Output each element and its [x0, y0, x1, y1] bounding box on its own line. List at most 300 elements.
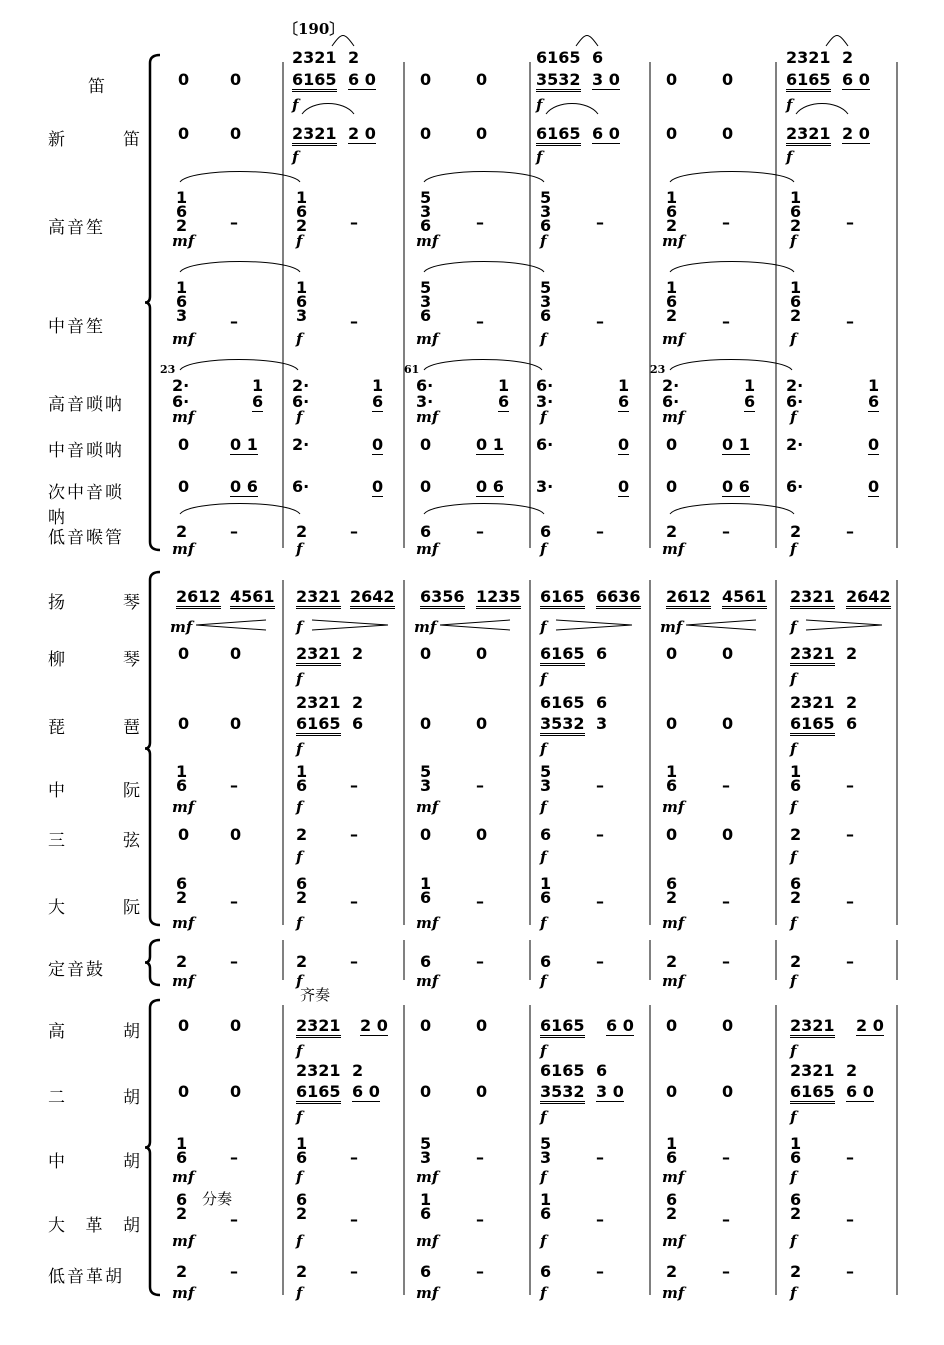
note-cell: 1235 [476, 589, 521, 609]
dash: – [722, 522, 730, 541]
note-cell: 2321 [786, 48, 831, 67]
note-cell: 1 [498, 376, 510, 395]
instrument-label-char: 柳 [48, 650, 65, 670]
note-cell: 3· [536, 477, 554, 496]
dynamic-mark: f [540, 1284, 547, 1302]
chord-note: 6 [666, 202, 678, 221]
note-cell: 2 [352, 644, 364, 663]
dash: – [350, 1148, 358, 1167]
note-cell: 2321 [790, 1061, 835, 1080]
chord-note: 1 [296, 188, 308, 207]
dynamic-mark: f [540, 914, 547, 932]
chord-note: 6 [176, 202, 188, 221]
note-cell: 6636 [596, 589, 641, 609]
note-cell: 6165 [296, 716, 341, 736]
note-cell: 4561 [722, 589, 767, 609]
note-cell: 3· [416, 392, 434, 411]
dynamic-mark: f [296, 232, 303, 250]
chord-note: 1 [666, 762, 678, 781]
dynamic-mark: f [790, 914, 797, 932]
tie-slur [670, 504, 794, 515]
chord-note: 3 [420, 202, 432, 221]
dim-hairpin [806, 620, 882, 625]
instrument-label-char: 胡 [123, 1088, 140, 1108]
dash: – [476, 776, 484, 795]
note-cell: 0 [178, 714, 190, 733]
chord-note: 1 [666, 278, 678, 297]
note-cell: 0 [666, 435, 678, 454]
instrument-label [48, 1211, 140, 1236]
dynamic-mark: f [790, 330, 797, 348]
instrument-label [48, 588, 140, 613]
instrument-label-char: 胡 [123, 1152, 140, 1172]
note-cell: 2 0 [842, 124, 870, 143]
note-cell: 2321 [296, 1018, 341, 1038]
dash: – [596, 1262, 604, 1281]
dash: – [722, 312, 730, 331]
chord-note: 6 [176, 1148, 188, 1167]
instrument-label-char: 三 [48, 831, 65, 851]
dash: – [596, 892, 604, 911]
dynamic-mark: f [540, 740, 547, 758]
note-cell: 0 [666, 825, 678, 844]
dynamic-mark: f [790, 408, 797, 426]
dash: – [846, 522, 854, 541]
tie-slur [180, 172, 300, 183]
note-cell: 0 [618, 477, 630, 496]
note-cell: 0 [230, 124, 242, 143]
tie-slur [546, 104, 598, 115]
chord-note: 6 [296, 874, 308, 893]
note-cell: 0 6 [476, 477, 504, 496]
dash: – [846, 312, 854, 331]
note-cell: 2· [786, 376, 804, 395]
dash: – [846, 892, 854, 911]
dash: – [350, 522, 358, 541]
tie-slur [302, 104, 354, 115]
dynamic-mark: f [296, 972, 303, 990]
dash: – [350, 892, 358, 911]
chord-note: 6 [420, 1204, 432, 1223]
dynamic-mark: f [540, 408, 547, 426]
dynamic-mark: f [540, 1232, 547, 1250]
group-bracket [145, 55, 160, 550]
note-cell: 6165 [292, 72, 337, 92]
chord-note: 6 [666, 874, 678, 893]
dash: – [846, 1262, 854, 1281]
dynamic-mark: mf [416, 232, 439, 250]
note-cell: 2 [666, 522, 678, 541]
chord-note: 2 [296, 1204, 308, 1223]
dynamic-mark: mf [662, 408, 685, 426]
instrument-label [48, 1017, 140, 1042]
chord-note: 2 [666, 306, 678, 325]
note-cell: 0 [420, 1082, 432, 1101]
dynamic-mark: mf [416, 330, 439, 348]
chord-note: 6 [790, 292, 802, 311]
note-cell: 0 [476, 1082, 488, 1101]
note-cell: 0 [868, 435, 880, 454]
note-cell: 2321 [296, 646, 341, 666]
cresc-hairpin [686, 620, 756, 625]
note-cell: 2 [790, 1262, 802, 1281]
note-cell: 0 [666, 70, 678, 89]
chord-note: 5 [540, 278, 552, 297]
chord-note: 6 [540, 1204, 552, 1223]
chord-note: 3 [540, 202, 552, 221]
instrument-label-char: 弦 [123, 831, 140, 851]
dim-hairpin [312, 625, 388, 630]
dynamic-mark: f [540, 670, 547, 688]
note-cell: 3532 [536, 72, 581, 92]
note-cell: 3· [536, 392, 554, 411]
dash: – [596, 825, 604, 844]
dynamic-mark: mf [662, 1232, 685, 1250]
dynamic-mark: f [296, 1042, 303, 1060]
note-cell: 0 [666, 644, 678, 663]
note-cell: 6 [540, 825, 552, 844]
dash: – [722, 1210, 730, 1229]
dynamic-mark: f [536, 96, 543, 114]
chord-note: 1 [176, 1134, 188, 1153]
dynamic-mark: f [296, 408, 303, 426]
note-cell: 2 [790, 952, 802, 971]
note-cell: 0 [420, 124, 432, 143]
dynamic-mark: mf [172, 232, 195, 250]
chord-note: 5 [420, 278, 432, 297]
chord-note: 1 [420, 874, 432, 893]
note-cell: 6 [618, 392, 630, 411]
dynamic-mark: f [790, 1232, 797, 1250]
note-cell: 0 [230, 825, 242, 844]
dash: – [846, 776, 854, 795]
instrument-label [48, 1083, 140, 1108]
dynamic-mark: mf [172, 408, 195, 426]
note-cell: 6 0 [592, 124, 620, 143]
tie-slur [180, 504, 300, 515]
instrument-label-char: 新 [48, 130, 65, 150]
chord-note: 2 [176, 216, 188, 235]
dynamic-mark: f [296, 848, 303, 866]
note-cell: 6165 [296, 1084, 341, 1104]
dash: – [230, 1262, 238, 1281]
note-cell: 6 [498, 392, 510, 411]
dynamic-mark: f [540, 540, 547, 558]
note-cell: 6356 [420, 589, 465, 609]
chord-note: 5 [540, 1134, 552, 1153]
tie-slur [796, 104, 848, 115]
dash: – [846, 825, 854, 844]
note-cell: 1 [252, 376, 264, 395]
note-cell: 2 [666, 952, 678, 971]
note-cell: 6 [596, 693, 608, 712]
note-cell: 2321 [786, 126, 831, 146]
dash: – [230, 312, 238, 331]
chord-note: 2 [296, 216, 308, 235]
instrument-label: 中音唢呐 [48, 441, 124, 461]
chord-note: 6 [176, 776, 188, 795]
note-cell: 6165 [540, 693, 585, 712]
dynamic-mark: f [540, 1168, 547, 1186]
dash: – [596, 776, 604, 795]
cresc-hairpin [196, 620, 266, 625]
dynamic-mark: mf [416, 408, 439, 426]
chord-note: 6 [790, 874, 802, 893]
note-cell: 0 [420, 644, 432, 663]
note-cell: 0 [420, 435, 432, 454]
note-cell: 6 [540, 522, 552, 541]
tie-slur [424, 172, 544, 183]
note-cell: 6 [596, 1061, 608, 1080]
instrument-label-char: 二 [48, 1088, 65, 1108]
note-cell: 0 [230, 70, 242, 89]
chord-note: 6 [296, 202, 308, 221]
dash: – [596, 522, 604, 541]
dynamic-mark: mf [172, 1232, 195, 1250]
note-cell: 0 1 [722, 435, 750, 454]
instrument-label-char: 琵 [48, 718, 65, 738]
dash: – [350, 952, 358, 971]
note-cell: 0 [666, 1016, 678, 1035]
note-cell: 0 [476, 644, 488, 663]
note-cell: 0 [722, 124, 734, 143]
note-cell: 0 [722, 825, 734, 844]
dynamic-mark: f [790, 848, 797, 866]
chord-note: 2 [790, 216, 802, 235]
dynamic-mark: f [786, 96, 793, 114]
note-cell: 2321 [790, 646, 835, 666]
chord-note: 6 [420, 888, 432, 907]
dash: – [350, 213, 358, 232]
note-cell: 6· [536, 435, 554, 454]
chord-note: 6 [540, 888, 552, 907]
dynamic-mark: f [292, 96, 299, 114]
chord-note: 1 [666, 188, 678, 207]
note-cell: 1 [744, 376, 756, 395]
chord-note: 6 [666, 1190, 678, 1209]
note-cell: 0 [178, 1082, 190, 1101]
dash: – [350, 1262, 358, 1281]
dynamic-mark: mf [416, 798, 439, 816]
note-cell: 6165 [540, 1061, 585, 1080]
chord-note: 1 [790, 762, 802, 781]
instrument-label: 定音鼓 [48, 960, 105, 980]
chord-note: 6 [666, 292, 678, 311]
grace-note: 23 [160, 363, 176, 376]
dash: – [476, 213, 484, 232]
dim-hairpin [556, 625, 632, 630]
dynamic-mark: mf [416, 1168, 439, 1186]
instrument-label: 笛 [88, 77, 107, 97]
note-cell: 2· [172, 376, 190, 395]
note-cell: 0 6 [722, 477, 750, 496]
instrument-label: 中音笙 [48, 317, 105, 337]
dynamic-mark: mf [660, 618, 683, 636]
note-cell: 2 [352, 693, 364, 712]
chord-note: 6 [420, 216, 432, 235]
chord-note: 2 [666, 888, 678, 907]
chord-note: 1 [790, 278, 802, 297]
note-cell: 2 [176, 1262, 188, 1281]
note-cell: 2· [292, 376, 310, 395]
note-cell: 0 [476, 124, 488, 143]
dynamic-mark: f [790, 798, 797, 816]
note-cell: 0 [476, 714, 488, 733]
chord-note: 5 [420, 762, 432, 781]
dash: – [722, 1148, 730, 1167]
dynamic-mark: f [296, 1284, 303, 1302]
note-cell: 0 1 [476, 435, 504, 454]
chord-note: 6 [540, 306, 552, 325]
instrument-label-char: 大 [48, 1216, 65, 1236]
note-cell: 6 [846, 714, 858, 733]
instrument-label [48, 125, 140, 150]
note-cell: 2· [292, 435, 310, 454]
dynamic-mark: f [540, 848, 547, 866]
dynamic-mark: f [296, 1108, 303, 1126]
instrument-label: 高音笙 [48, 218, 105, 238]
note-cell: 0 [476, 825, 488, 844]
instrument-label [48, 1147, 140, 1172]
dynamic-mark: f [296, 914, 303, 932]
dynamic-mark: f [540, 798, 547, 816]
dynamic-mark: mf [416, 1284, 439, 1302]
note-cell: 6 [352, 714, 364, 733]
tie-slur [670, 262, 794, 273]
note-cell: 6· [292, 392, 310, 411]
dash: – [230, 892, 238, 911]
dynamic-mark: mf [172, 1168, 195, 1186]
note-cell: 6 [540, 952, 552, 971]
chord-note: 2 [790, 888, 802, 907]
note-cell: 6· [416, 376, 434, 395]
dynamic-mark: f [296, 540, 303, 558]
tie-slur [424, 360, 542, 371]
dynamic-mark: f [296, 798, 303, 816]
chord-note: 1 [540, 874, 552, 893]
dynamic-mark: f [786, 148, 793, 166]
note-cell: 0 [722, 70, 734, 89]
tie-slur [576, 36, 598, 47]
instrument-label-char: 胡 [123, 1022, 140, 1042]
chord-note: 6 [176, 874, 188, 893]
grace-note: 61 [404, 363, 420, 376]
note-cell: 3532 [540, 716, 585, 736]
chord-note: 2 [176, 888, 188, 907]
dynamic-mark: mf [170, 618, 193, 636]
note-cell: 0 [230, 714, 242, 733]
dynamic-mark: f [790, 1284, 797, 1302]
chord-note: 2 [176, 1204, 188, 1223]
dash: – [596, 213, 604, 232]
note-cell: 6· [786, 477, 804, 496]
note-cell: 6 0 [348, 70, 376, 89]
note-cell: 6165 [536, 48, 581, 67]
note-cell: 2 [846, 644, 858, 663]
note-cell: 1 [868, 376, 880, 395]
chord-note: 5 [540, 762, 552, 781]
note-cell: 6165 [790, 716, 835, 736]
dynamic-mark: mf [414, 618, 437, 636]
dynamic-mark: mf [662, 330, 685, 348]
note-cell: 2 [176, 522, 188, 541]
chord-note: 1 [176, 188, 188, 207]
dash: – [476, 1262, 484, 1281]
chord-note: 5 [420, 188, 432, 207]
note-cell: 2642 [846, 589, 891, 609]
note-cell: 0 [722, 714, 734, 733]
dynamic-mark: mf [172, 330, 195, 348]
instrument-label: 高音唢呐 [48, 395, 124, 415]
chord-note: 1 [790, 188, 802, 207]
instrument-label: 低音革胡 [48, 1267, 124, 1287]
chord-note: 6 [540, 216, 552, 235]
note-cell: 6 [420, 1262, 432, 1281]
chord-note: 2 [790, 306, 802, 325]
note-cell: 2321 [292, 48, 337, 67]
dynamic-mark: f [790, 972, 797, 990]
dim-hairpin [806, 625, 882, 630]
dash: – [350, 776, 358, 795]
group-bracket [145, 940, 160, 985]
dynamic-mark: mf [662, 914, 685, 932]
note-cell: 6165 [536, 126, 581, 146]
instrument-label-char: 琴 [123, 650, 140, 670]
instrument-label: 低音喉管 [48, 528, 124, 548]
chord-note: 1 [296, 278, 308, 297]
note-cell: 0 [230, 1082, 242, 1101]
note-cell: 6 0 [606, 1016, 634, 1035]
chord-note: 1 [176, 278, 188, 297]
tie-slur [826, 36, 848, 47]
dynamic-mark: f [790, 1168, 797, 1186]
dash: – [230, 776, 238, 795]
note-cell: 2· [662, 376, 680, 395]
note-cell: 3 [596, 714, 608, 733]
chord-note: 3 [176, 306, 188, 325]
note-cell: 0 [178, 124, 190, 143]
chord-note: 6 [296, 1148, 308, 1167]
note-cell: 2321 [296, 589, 341, 609]
instrument-label-char: 中 [48, 781, 65, 801]
note-cell: 2 [296, 1262, 308, 1281]
note-cell: 6165 [790, 1084, 835, 1104]
note-cell: 2321 [790, 589, 835, 609]
note-cell: 2612 [176, 589, 221, 609]
dynamic-mark: f [790, 670, 797, 688]
note-cell: 4561 [230, 589, 275, 609]
chord-note: 6 [176, 292, 188, 311]
dynamic-mark: mf [416, 914, 439, 932]
note-cell: 0 [476, 70, 488, 89]
chord-note: 2 [666, 216, 678, 235]
chord-note: 3 [420, 1148, 432, 1167]
dynamic-mark: mf [172, 914, 195, 932]
dash: – [476, 522, 484, 541]
note-cell: 0 [420, 714, 432, 733]
note-cell: 0 [420, 1016, 432, 1035]
dynamic-mark: f [292, 148, 299, 166]
note-cell: 0 [178, 435, 190, 454]
dash: – [350, 1210, 358, 1229]
note-cell: 6 [540, 1262, 552, 1281]
chord-note: 6 [666, 1148, 678, 1167]
instrument-label-char: 琶 [123, 718, 140, 738]
note-cell: 6 0 [352, 1082, 380, 1101]
dim-hairpin [312, 620, 388, 625]
chord-note: 3 [540, 1148, 552, 1167]
chord-note: 1 [420, 1190, 432, 1209]
